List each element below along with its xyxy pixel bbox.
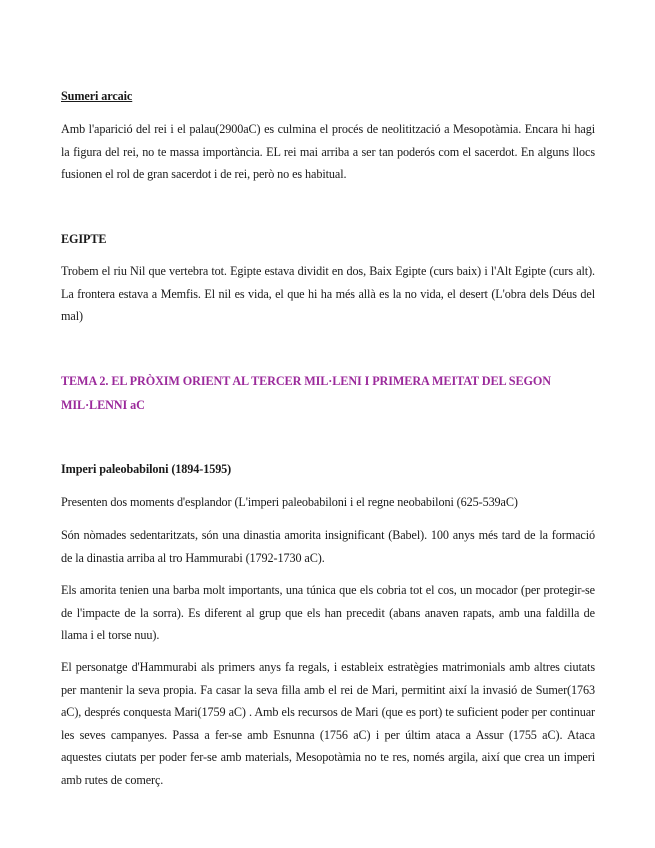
section-heading-imperi-paleobabiloni: Imperi paleobabiloni (1894-1595) bbox=[61, 462, 232, 476]
paragraph-imperi-2: Són nòmades sedentaritzats, són una dinastia amorita insignificant (Babel). 100 anys més tard de la formació de la dinastia arriba al tro Hammurabi (1792-1730 aC). bbox=[61, 528, 595, 565]
section-heading-egipte: EGIPTE bbox=[61, 232, 107, 246]
paragraph-imperi-3: Els amorita tenien una barba molt importants, una túnica que els cobria tot el cos, un mocador (per protegir-se de l'impacte de la sorra). Es diferent al grup que els han precedit (abans anaven rapats, amb una faldilla de llama i el torse nuu). bbox=[61, 583, 595, 642]
paragraph-imperi-4: El personatge d'Hammurabi als primers anys fa regals, i estableix estratègies matrimonials amb altres ciutats per mantenir la seva propia. Fa casar la seva filla amb el rei de Mari, permitint així la invasió de Sumer(1763 aC), després conquesta Mari(1759 aC) . Amb els recursos de Mari (que es port) te suficient poder per continuar les seves campanyes. Passa a fer-se amb Esnunna (1756 aC) i per últim ataca a Assur (1755 aC). Ataca aquestes ciutats per poder fer-se amb materials, Mesopotàmia no te res, només argila, així que crea un imperi amb rutes de comerç. bbox=[61, 660, 595, 787]
paragraph-sumeri: Amb l'aparició del rei i el palau(2900aC) es culmina el procés de neolitització a Mesopotàmia. Encara hi hagi la figura del rei, no te massa importància. EL rei mai arriba a ser tan poderós com el sacerdot. En alguns llocs fusionen el rol de gran sacerdot i de rei, però no es habitual. bbox=[61, 122, 595, 181]
chapter-heading-tema-2: TEMA 2. EL PRÒXIM ORIENT AL TERCER MIL·LENI I PRIMERA MEITAT DEL SEGON MIL·LENNI aC bbox=[61, 374, 551, 412]
paragraph-imperi-1: Presenten dos moments d'esplandor (L'imperi paleobabiloni i el regne neobabiloni (625-539aC) bbox=[61, 495, 518, 509]
paragraph-egipte: Trobem el riu Nil que vertebra tot. Egipte estava dividit en dos, Baix Egipte (curs baix) i l'Alt Egipte (curs alt). La frontera estava a Memfis. El nil es vida, el que hi ha més allà es la no vida, el desert (L'obra dels Déus del mal) bbox=[61, 264, 595, 323]
section-heading-sumeri: Sumeri arcaic bbox=[61, 89, 133, 103]
